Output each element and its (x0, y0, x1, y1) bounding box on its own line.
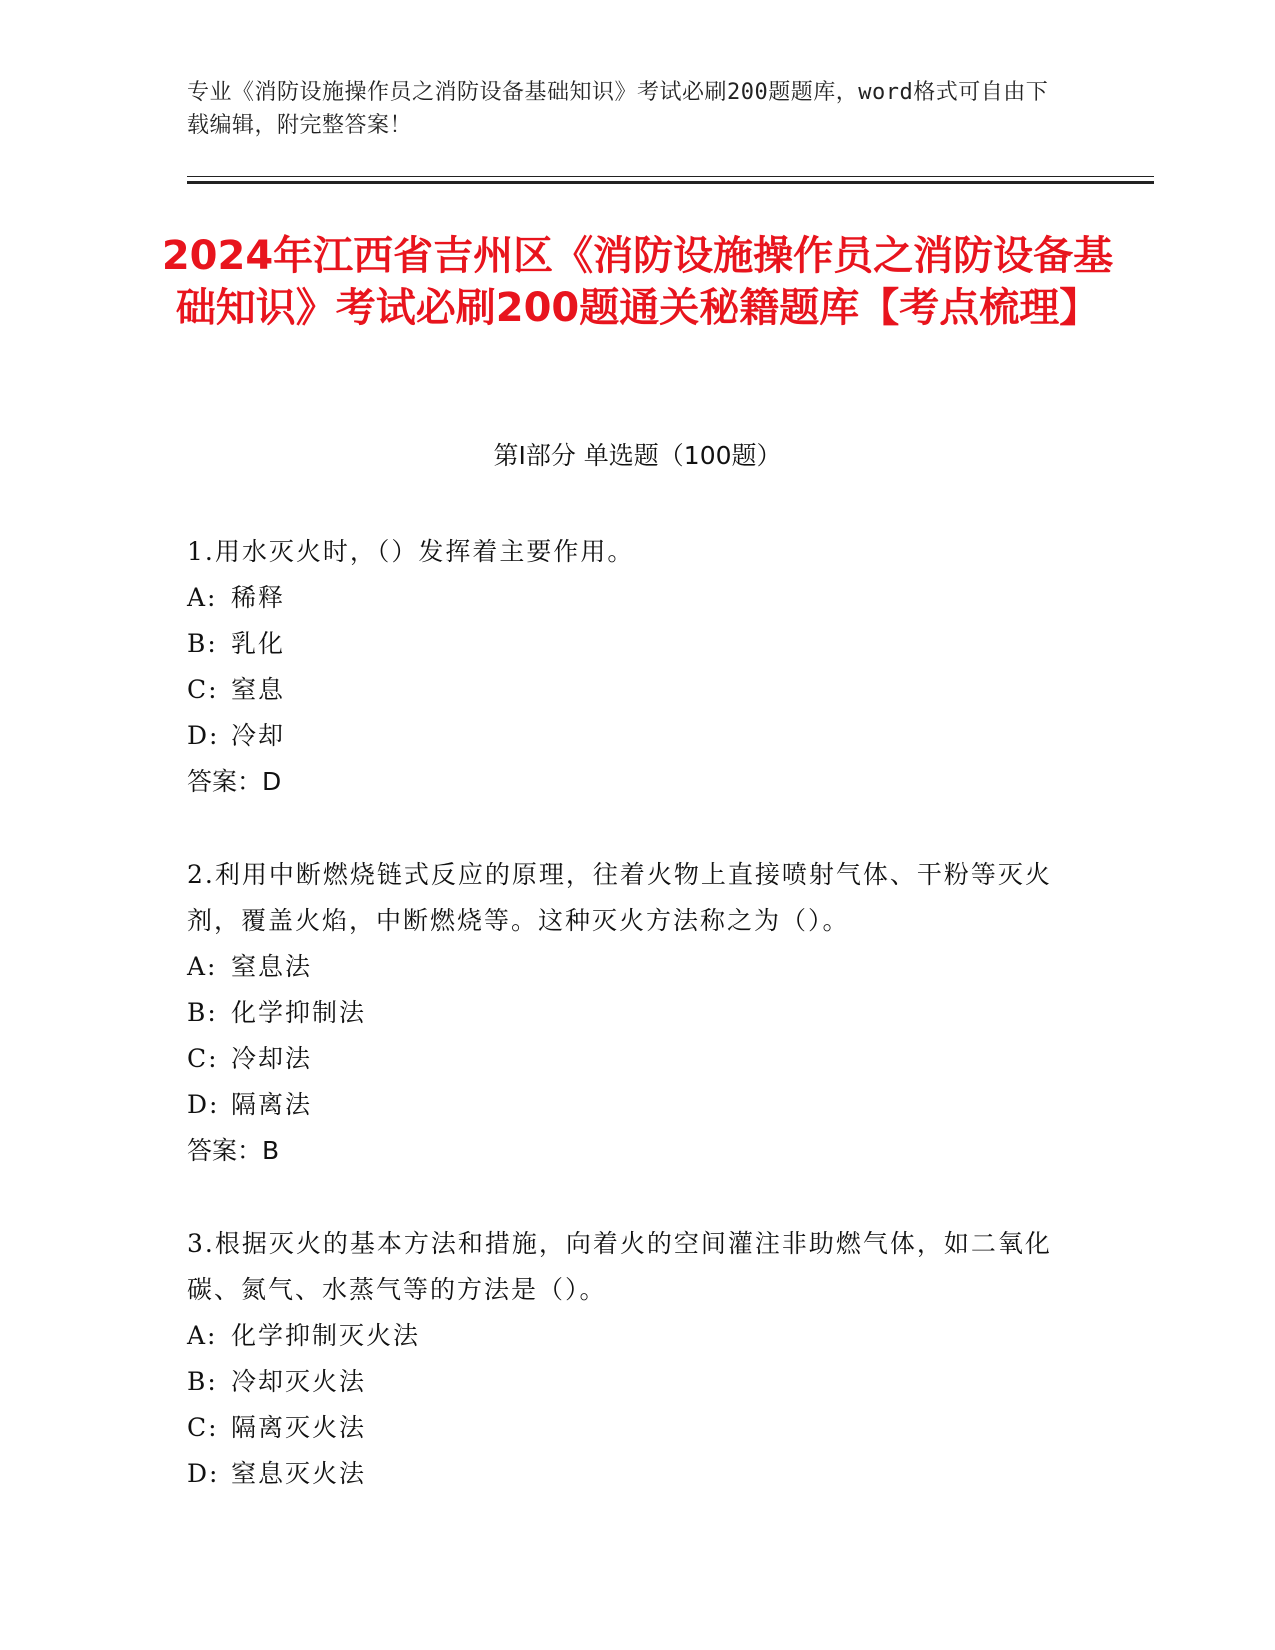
option-a (187, 944, 1067, 990)
option-b (187, 990, 1067, 1036)
option-letter: D: (187, 1090, 220, 1119)
option-letter: A: (187, 952, 218, 981)
option-letter: B: (187, 629, 218, 658)
option-letter: C: (187, 1044, 219, 1073)
option-b (187, 1359, 1067, 1405)
question-text: 2.利用中断燃烧链式反应的原理，往着火物上直接喷射气体、干粉等灭火剂，覆盖火焰，中断燃烧等。这种灭火方法称之为（）。 (187, 860, 1052, 935)
option-text: 冷却灭火法 (231, 1367, 367, 1396)
option-text: 乳化 (231, 629, 286, 658)
option-d (187, 713, 1067, 759)
option-text: 稀释 (231, 583, 286, 612)
option-letter: D: (187, 721, 220, 750)
option-letter: B: (187, 998, 218, 1027)
question-list (187, 529, 1067, 1544)
document-title: 2024年江西省吉州区《消防设施操作员之消防设备基础知识》考试必刷200题通关秘籍题库【考点梳理】 (161, 233, 1114, 331)
option-letter: C: (187, 675, 219, 704)
option-b (187, 621, 1067, 667)
answer-line: 答案：D (187, 767, 282, 796)
header-divider-thick (187, 181, 1154, 184)
question-2 (187, 852, 1067, 1174)
option-text: 窒息法 (231, 952, 313, 981)
option-text: 冷却法 (231, 1044, 313, 1073)
option-text: 冷却 (231, 721, 286, 750)
option-text: 窒息 (231, 675, 286, 704)
option-letter: A: (187, 583, 218, 612)
question-1 (187, 529, 1067, 805)
question-text: 3.根据灭火的基本方法和措施，向着火的空间灌注非助燃气体，如二氧化碳、氮气、水蒸气等的方法是（）。 (187, 1229, 1052, 1304)
option-text: 隔离灭火法 (231, 1413, 367, 1442)
option-d (187, 1451, 1067, 1497)
option-text: 化学抑制法 (231, 998, 367, 1027)
header-divider-thin (187, 176, 1154, 177)
option-letter: D: (187, 1459, 220, 1488)
option-letter: A: (187, 1321, 218, 1350)
section-heading: 第Ⅰ部分 单选题（100题） (493, 441, 782, 470)
option-a (187, 575, 1067, 621)
header-note: 专业《消防设施操作员之消防设备基础知识》考试必刷200题题库，word格式可自由下载编辑，附完整答案！ (187, 80, 1049, 138)
question-3 (187, 1221, 1067, 1497)
option-text: 隔离法 (231, 1090, 313, 1119)
option-c (187, 1405, 1067, 1451)
option-c (187, 1036, 1067, 1082)
option-text: 窒息灭火法 (231, 1459, 367, 1488)
question-text: 1.用水灭火时，（）发挥着主要作用。 (187, 537, 635, 566)
option-d (187, 1082, 1067, 1128)
option-a (187, 1313, 1067, 1359)
option-c (187, 667, 1067, 713)
option-letter: C: (187, 1413, 219, 1442)
option-letter: B: (187, 1367, 218, 1396)
answer-line: 答案：B (187, 1136, 280, 1165)
option-text: 化学抑制灭火法 (231, 1321, 421, 1350)
